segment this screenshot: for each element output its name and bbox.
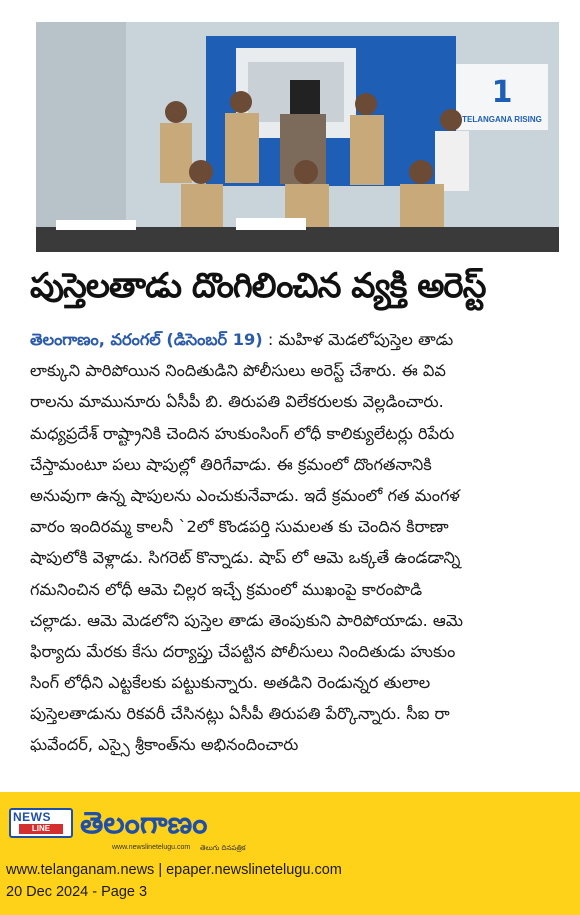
article-line: పుస్తెలతాడును రికవరీ చేసినట్లు ఏసీపీ తిరుపతి పేర్కొన్నారు. సీఐ రా — [30, 704, 450, 724]
article-line: షాపులోకి వెళ్లాడు. సిగరెట్ కొన్నాడు. షాప్ లో ఆమె ఒక్కతే ఉండడాన్ని — [30, 548, 461, 568]
article-line: ఘవేందర్, ఎస్సై శ్రీకాంత్‌ను అభినందించారు — [30, 735, 299, 755]
banner-text: TELANGANA RISING — [462, 115, 542, 124]
article-line: మధ్యప్రదేశ్ రాష్ట్రానికి చెందిన హుకుంసింగ్ లోధీ కాలిక్యులేటర్లు రిపేరు — [30, 423, 455, 443]
logo-news-text: NEWS — [13, 810, 51, 824]
article-first-line: : మహిళ మెడలోపుస్తెల తాడు — [267, 330, 454, 349]
article-line: అనువుగా ఉన్న షాపులను ఎంచుకునేవాడు. ఇదే క్రమంలో గత మంగళ — [30, 485, 460, 505]
article-line — [30, 324, 560, 355]
logo-line-text: LINE — [19, 824, 63, 834]
brand-url: www.newslinetelugu.com — [112, 844, 191, 851]
headline: పుస్తెలతాడు దొంగిలించిన వ్యక్తి అరెస్ట్ — [30, 266, 486, 306]
article-line: లాక్కుని పారిపోయిన నిందితుడిని పోలీసులు అరెస్ట్ చేశారు. ఈ వివ — [30, 361, 446, 381]
brand-subtitle: తెలుగు దినపత్రిక — [200, 844, 246, 852]
article-line: చల్లాడు. ఆమె మెడలోని పుస్తెల తాడు తెంపుకుని పారిపోయాడు. ఆమె — [30, 610, 463, 630]
article-line: గమనించిన లోధీ ఆమె చిల్లర ఇచ్చే క్రమంలో ముఖంపై కారంపొడి — [30, 579, 423, 599]
footer-links[interactable]: www.telanganam.news | epaper.newslinetelugu.com — [6, 862, 342, 878]
article-line: రాలను మామునూరు ఏసీపీ బి. తిరుపతి విలేకరులకు వెల్లడించారు. — [30, 392, 444, 412]
dateline: తెలంగాణం, వరంగల్ (డిసెంబర్ 19) — [30, 330, 263, 349]
news-photo — [36, 22, 559, 252]
newsline-logo[interactable] — [9, 808, 73, 838]
article-body — [30, 324, 560, 761]
article-line: సింగ్ లోధీని ఎట్టకేలకు పట్టుకున్నారు. అతడిని రెండున్నర తులాల — [30, 673, 431, 693]
brand-name[interactable]: తెలంగాణం — [80, 806, 208, 841]
footer-date-page: 20 Dec 2024 - Page 3 — [6, 884, 148, 900]
article-line: ఫిర్యాదు మేరకు కేసు దర్యాప్తు చేపట్టిన పోలీసులు నిందితుడు హుకుం — [30, 641, 456, 661]
footer — [0, 792, 580, 915]
police-press-photo — [36, 22, 559, 252]
article-line: చేస్తామంటూ పలు షాపుల్లో తిరిగేవాడు. ఈ క్రమంలో దొంగతనానికి — [30, 454, 432, 474]
article-line: వారం ఇందిరమ్మ కాలనీ `2లో కొండపర్తి సుమలత కు చెందిన కిరాణా — [30, 517, 449, 537]
banner-number: 1 — [491, 75, 513, 110]
